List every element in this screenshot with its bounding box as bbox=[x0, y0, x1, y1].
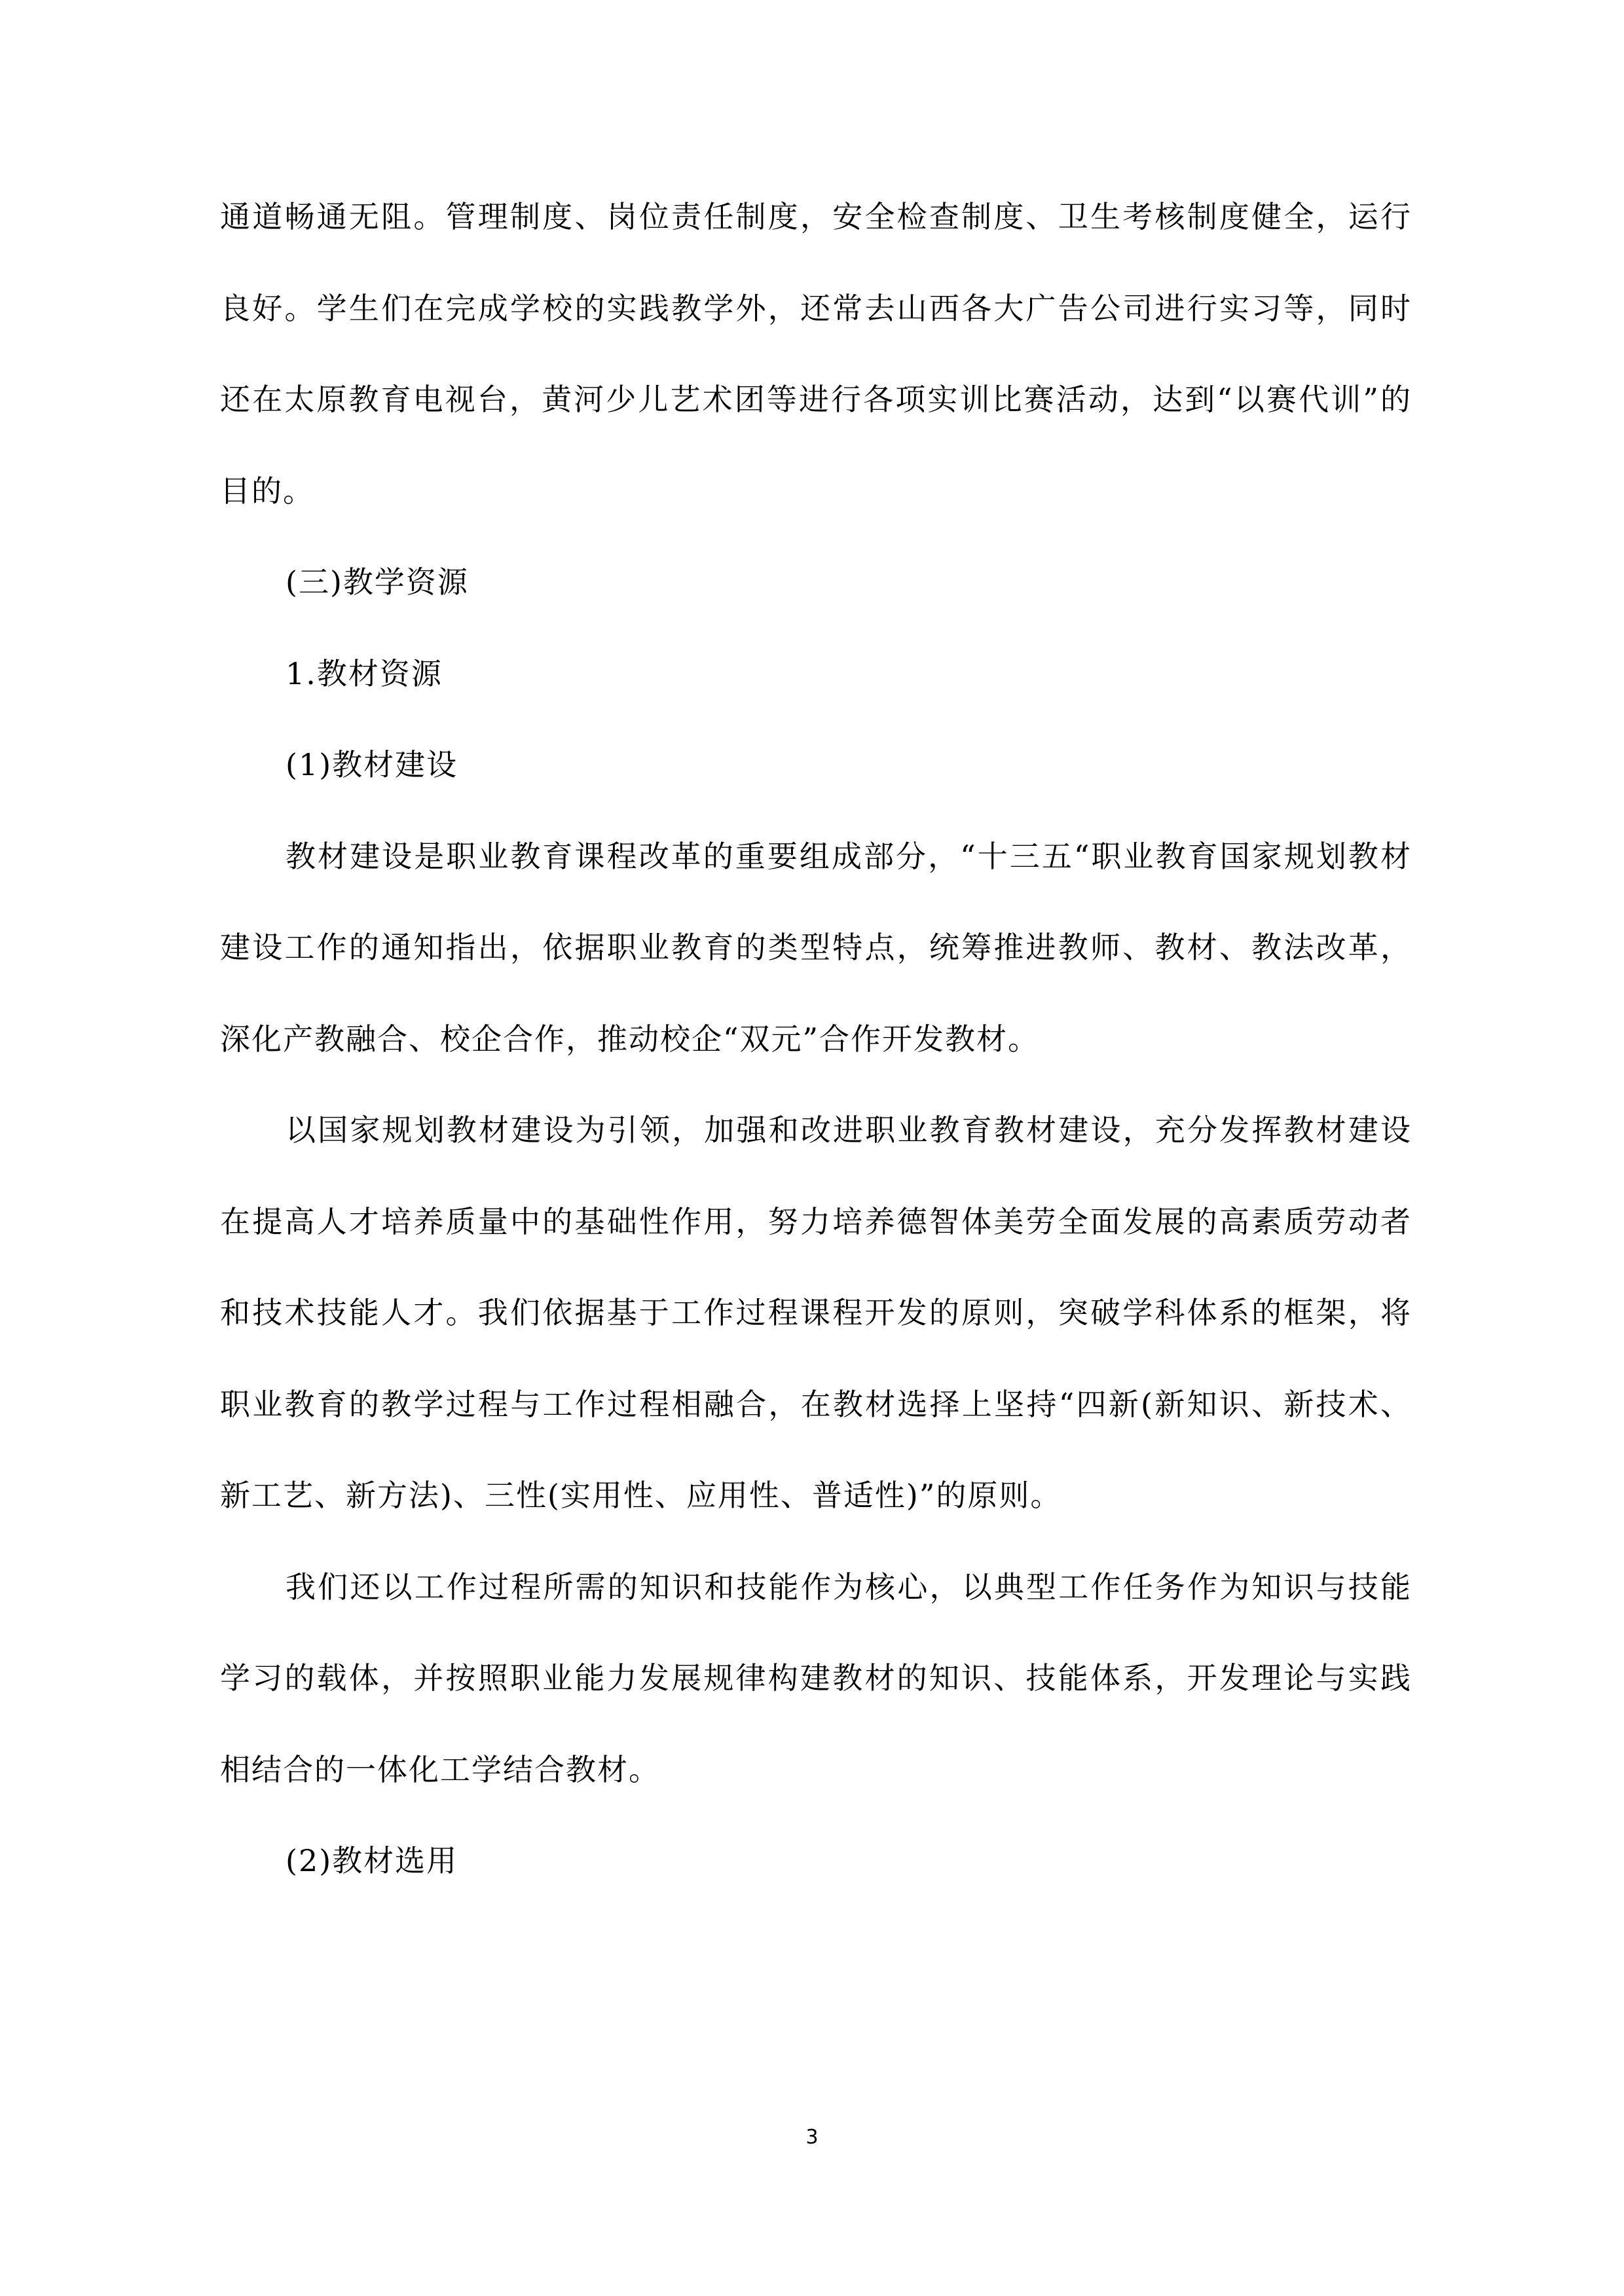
section-heading-teaching-resources: (三)教学资源 bbox=[286, 564, 469, 600]
item-heading-textbook-selection: (2)教材选用 bbox=[286, 1843, 458, 1878]
paragraph-textbook-reform: 教材建设是职业教育课程改革的重要组成部分，“十三五“职业教育国家规划教材建设工作的通知指出，依据职业教育的类型特点，统筹推进教师、教材、教法改革，深化产教融合、校企合作，推动校企“双元”合作开发教材。 bbox=[220, 838, 1412, 1057]
page-number: 3 bbox=[805, 2126, 819, 2149]
paragraph-work-process-core: 我们还以工作过程所需的知识和技能作为核心，以典型工作任务作为知识与技能学习的载体，并按照职业能力发展规律构建教材的知识、技能体系，开发理论与实践相结合的一体化工学结合教材。 bbox=[220, 1569, 1412, 1787]
document-body bbox=[220, 172, 1412, 1907]
item-heading-textbook-construction: (1)教材建设 bbox=[286, 747, 458, 782]
paragraph-national-planning: 以国家规划教材建设为引领，加强和改进职业教育教材建设，充分发挥教材建设在提高人才培养质量中的基础性作用，努力培养德智体美劳全面发展的高素质劳动者和技术技能人才。我们依据基于工作过程课程开发的原则，突破学科体系的框架，将职业教育的教学过程与工作过程相融合，在教材选择上坚持“四新(新知识、新技术、新工艺、新方法)、三性(实用性、应用性、普适性)”的原则。 bbox=[220, 1112, 1412, 1513]
paragraph-facility-management: 通道畅通无阻。管理制度、岗位责任制度，安全检查制度、卫生考核制度健全，运行良好。学生们在完成学校的实践教学外，还常去山西各大广告公司进行实习等，同时还在太原教育电视台，黄河少儿艺术团等进行各项实训比赛活动，达到“以赛代训”的目的。 bbox=[220, 199, 1412, 509]
subsection-heading-textbook-resources: 1.教材资源 bbox=[286, 655, 443, 691]
